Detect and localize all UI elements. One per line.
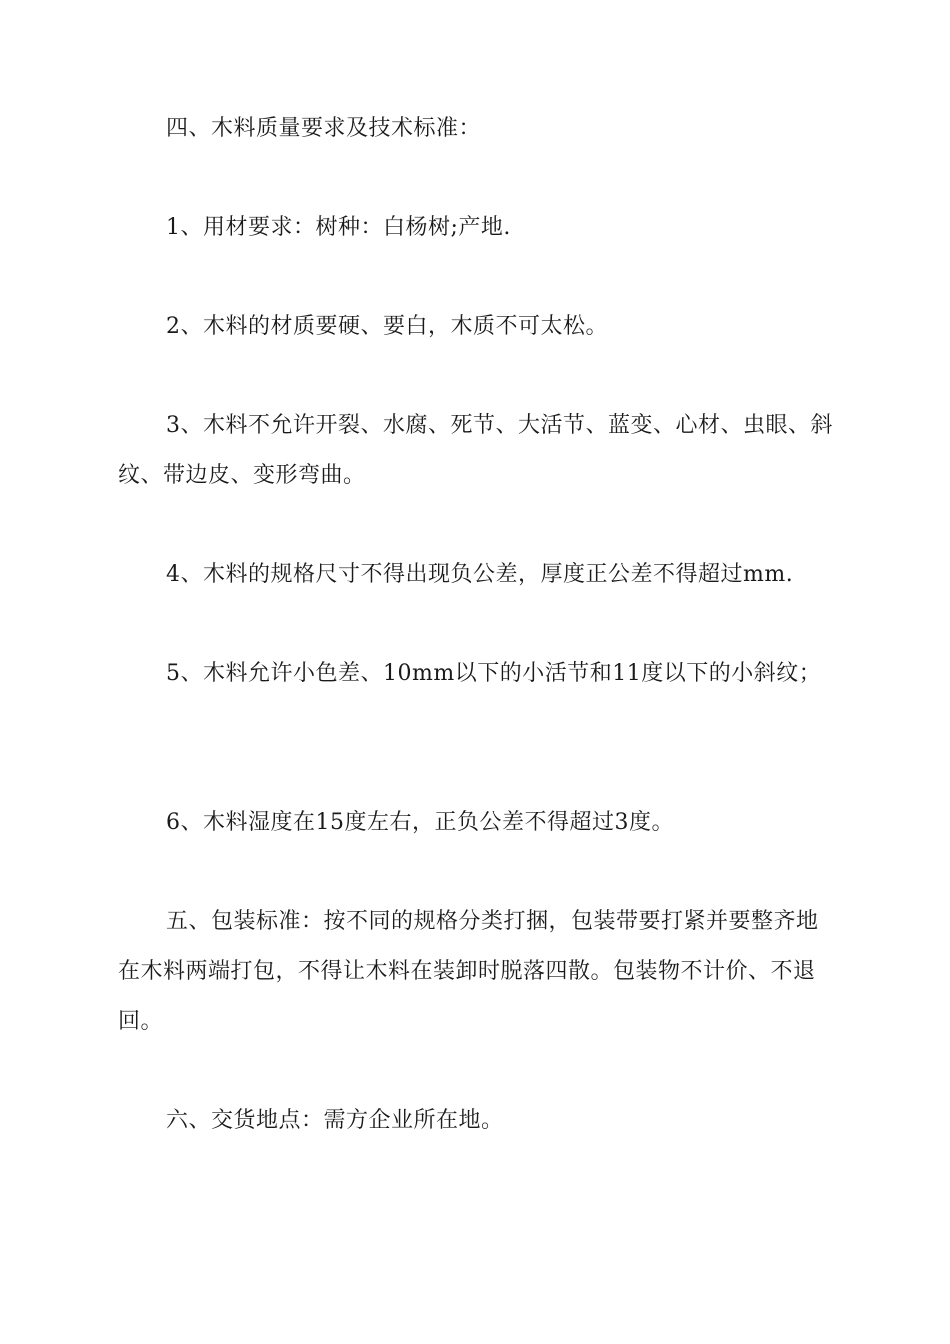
section-packaging: 五、包装标准：按不同的规格分类打捆，包装带要打紧并要整齐地在木料两端打包，不得让木料在装卸时脱落四散。包装物不计价、不退回。	[118, 909, 819, 1034]
paragraph-item-6: 6、木料湿度在15度左右，正负公差不得超过3度。	[166, 810, 674, 835]
paragraph-item-1: 1、用材要求：树种：白杨树;产地.	[166, 215, 511, 240]
paragraph-item-2: 2、木料的材质要硬、要白，木质不可太松。	[166, 314, 608, 339]
section-heading-quality: 四、木料质量要求及技术标准：	[166, 116, 482, 141]
paragraph-item-3: 3、木料不允许开裂、水腐、死节、大活节、蓝变、心材、虫眼、斜纹、带边皮、变形弯曲。	[118, 413, 833, 488]
paragraph-item-5: 5、木料允许小色差、10mm以下的小活节和11度以下的小斜纹；	[166, 661, 822, 686]
section-delivery: 六、交货地点：需方企业所在地。	[166, 1108, 504, 1133]
paragraph-item-4: 4、木料的规格尺寸不得出现负公差，厚度正公差不得超过mm.	[166, 562, 794, 587]
